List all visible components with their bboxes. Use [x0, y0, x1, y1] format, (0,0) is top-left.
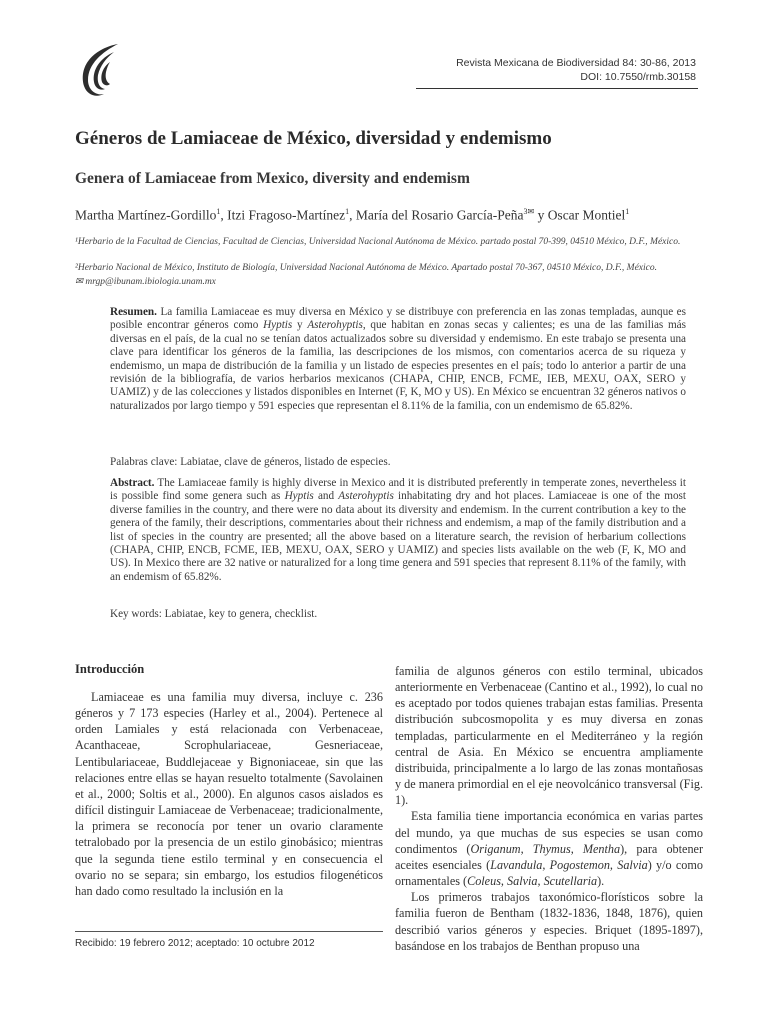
journal-header — [456, 57, 696, 84]
genus-name: Asterohyptis — [338, 490, 394, 503]
resumen-paragraph — [110, 306, 686, 413]
author-separator: , — [220, 207, 228, 223]
author-name: María del Rosario García-Peña — [355, 207, 524, 223]
paragraph-text: ) y/o como ornamentales ( — [395, 857, 703, 889]
authors-line — [75, 207, 629, 224]
abstract-text: inhabitating dry and hot places. Lamiaceae is one of the most diverse families in the country, and there were no data about its diversity and endemism. In the current contribution a key to the genera of the family, their descriptions, commentaries about their richness and endemism, a map of the family distribution and a list of species in the country are presented; all the above based on a literature search, the revision of herbarium collections (CHAPA, CHIP, ENCB, FCME, IEB, MEXU, OAX, SERO y UAMIZ) and species lists available on the web (F, K, MO and US). In Mexico there are 32 native or naturalized for a long time genera and 591 species that represent 8.11% of the family, with an endemism of 65.82%. — [110, 490, 687, 583]
journal-citation: Revista Mexicana de Biodiversidad 84: 30-86, 2013 — [456, 57, 696, 69]
affiliation-2: ²Herbario Nacional de México, Instituto de Biología, Universidad Nacional Autónoma de México. Apartado postal 70-367, 04510 México, D.F., México. — [75, 263, 657, 273]
resumen-text: , que habitan en zonas secas y calientes; es una de las familias más diversas en el país, de la cual no se tenían datos actualizados sobre su diversidad y endemismo. En este trabajo se presenta una clave para identificar los géneros de la familia, las descripciones de los mismos, con comentarios acerca de su riqueza y endemismo, un mapa de distribución de la familia y un listado de especies presentes en el país; todo lo anterior a partir de una revisión de la bibliografía, de varios herbarios mexicanos (CHAPA, CHIP, ENCB, FCME, IEB, MEXU, OAX, SERO y UAMIZ) y de las colecciones y listados disponibles en Internet (F, K, MO y US). En México se encuentran 32 géneros nativos o naturalizados por largo tiempo y 591 especies que representan el 8.11% de la familia, con un endemismo de 65.82%. — [110, 319, 687, 412]
abstract-paragraph — [110, 477, 686, 584]
palabras-clave: Palabras clave: Labiatae, clave de géneros, listado de especies. — [110, 456, 391, 468]
intro-paragraph-3: Los primeros trabajos taxonómico-florísticos sobre la familia fueron de Bentham (1832-1836, 1848, 1876), quien describió varios géneros y especies. Briquet (1895-1897), basándose en los trabajos de Benthan propuso una — [395, 890, 703, 953]
footnote-rule — [75, 931, 383, 932]
author-name: Itzi Fragoso-Martínez — [227, 207, 346, 223]
author-separator: , — [349, 207, 356, 223]
right-column — [395, 663, 703, 954]
author-affil-number: 3 — [523, 207, 528, 216]
intro-paragraph-2 — [395, 808, 703, 889]
envelope-icon: ✉ — [527, 207, 535, 216]
paragraph-text: ), para obtener aceites esenciales ( — [395, 841, 703, 872]
abstract-text: and — [313, 490, 339, 503]
genus-list: Coleus, Salvia, Scutellaria — [467, 874, 598, 889]
genus-name: Hyptis — [284, 490, 314, 503]
author-separator: y — [534, 207, 548, 223]
title-english: Genera of Lamiaceae from Mexico, diversity and endemism — [75, 170, 470, 187]
resumen-text: y — [292, 319, 308, 332]
corresponding-email[interactable]: ✉ mrgp@ibunam.ibiologia.unam.mx — [75, 277, 216, 287]
paragraph-text: ). — [597, 874, 605, 889]
author-name: Martha Martínez-Gordillo — [75, 207, 217, 223]
author-superscript: 1 — [625, 207, 630, 216]
affiliation-1: ¹Herbario de la Facultad de Ciencias, Facultad de Ciencias, Universidad Nacional Autónoma de México. partado postal 70-399, 04510 México, D.F., México. — [75, 237, 681, 247]
genus-name: Hyptis — [263, 319, 293, 332]
received-accepted-dates: Recibido: 19 febrero 2012; aceptado: 10 octubre 2012 — [75, 938, 315, 949]
paragraph-text: Esta familia tiene importancia económica en varias partes del mundo, ya que muchas de sus especies se usan como condimentos ( — [395, 809, 703, 856]
header-rule — [416, 88, 698, 89]
genus-list: Origanum, Thymus, Mentha — [470, 841, 621, 856]
author-superscript: 1 — [216, 207, 221, 216]
author-superscript — [523, 207, 534, 216]
intro-paragraph-1-continued: familia de algunos géneros con estilo terminal, ubicados anteriormente en Verbenaceae (Cantino et al., 1992), lo cual no es aceptado por todos quienes trabajan estas familias. Presenta distribución subcosmopolita y es muy diversa en zonas templadas, particularmente en el Mediterráneo y la región central de Asia. En México se encuentra ampliamente distribuida, principalmente a lo largo de las zonas montañosas y de manera primordial en el eje neovolcánico transversal (Fig. 1). — [395, 664, 703, 808]
intro-paragraph-1: Lamiaceae es una familia muy diversa, incluye c. 236 géneros y 7 173 especies (Harley et al., 2004). Pertenece al orden Lamiales y está relacionada con Verbenaceae, Acanthaceae, Scrophulariaceae, Gesneriaceae, Lentibulariaceae, Buddlejaceae y Bignoniaceae, sin que las relaciones entre ellas se hayan resuelto totalmente (Savolainen et al., 2000; Soltis et al., 2000). En algunos casos aislados es difícil distinguir Lamiaceae de Verbenaceae; tradicionalmente, la primera se reconocía por tener un ovario claramente tetralobado por la presencia de un estilo ginobásico; mientras que la segunda tiene estilo terminal y en consecuencia el ovario no se separa; sin embargo, los estudios filogenéticos han dado como resultado la inclusión en la — [75, 690, 383, 898]
genus-list: Lavandula, Pogostemon, Salvia — [490, 857, 648, 872]
section-heading-introduccion: Introducción — [75, 662, 145, 676]
title-spanish: Géneros de Lamiaceae de México, diversidad y endemismo — [75, 128, 552, 149]
left-column — [75, 689, 383, 899]
journal-logo-icon — [74, 42, 122, 98]
genus-name: Asterohyptis — [307, 319, 363, 332]
author-name: Oscar Montiel — [547, 207, 626, 223]
key-words: Key words: Labiatae, key to genera, checklist. — [110, 608, 318, 620]
resumen-label: Resumen. — [110, 306, 157, 318]
author-superscript: 1 — [345, 207, 350, 216]
abstract-text: The Lamiaceae family is highly diverse in Mexico and it is distributed preferently in temperate zones, nevertheless it is possible find some genera such as — [110, 477, 686, 503]
resumen-text: La familia Lamiaceae es muy diversa en México y se distribuye con preferencia en las zonas templadas, aunque es posible encontrar géneros como — [110, 306, 686, 332]
journal-doi[interactable]: DOI: 10.7550/rmb.30158 — [580, 70, 696, 83]
abstract-label: Abstract. — [110, 477, 155, 489]
